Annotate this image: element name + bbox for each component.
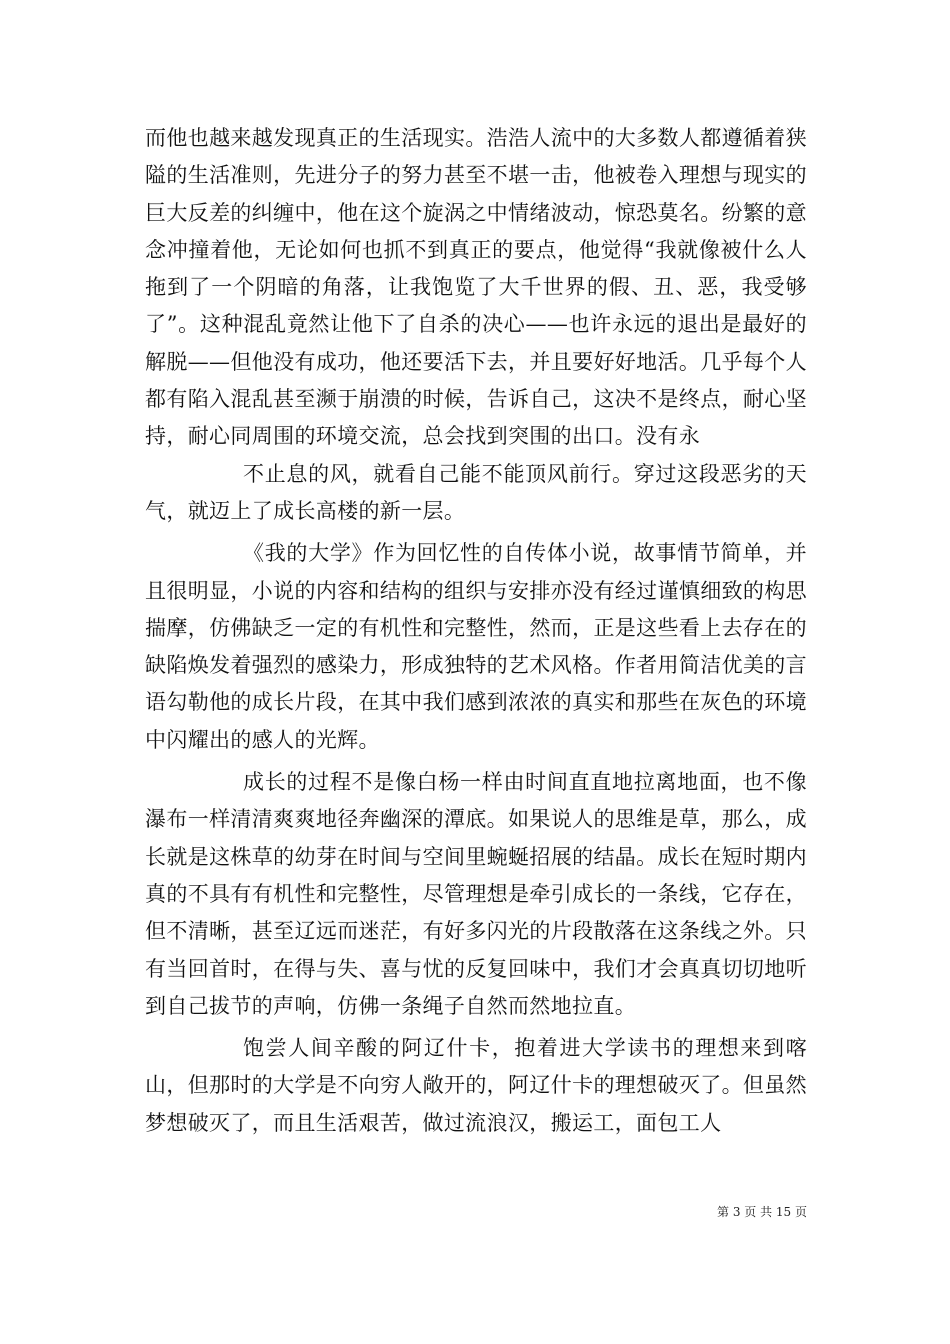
paragraph-5: 饱尝人间辛酸的阿辽什卡，抱着进大学读书的理想来到喀山，但那时的大学是不向穷人敞开的，阿辽什卡的理想破灭了。但虽然梦想破灭了，而且生活艰苦，做过流浪汉，搬运工，面包工人 [145,1036,807,1135]
page-number-footer: 第 3 页 共 15 页 [717,1205,807,1219]
paragraph-2: 不止息的风，就看自己能不能顶风前行。穿过这段恶劣的天气，就迈上了成长高楼的新一层。 [145,461,807,523]
body-text [145,120,807,1142]
paragraph-1: 而他也越来越发现真正的生活现实。浩浩人流中的大多数人都遵循着狭隘的生活准则，先进分子的努力甚至不堪一击，他被卷入理想与现实的巨大反差的纠缠中，他在这个旋涡之中情绪波动，惊恐莫名。纷繁的意念冲撞着他，无论如何也抓不到真正的要点，他觉得“我就像被什么人拖到了一个阴暗的角落，让我饱览了大千世界的假、丑、恶，我受够了”。这种混乱竟然让他下了自杀的决心——也许永远的退出是最好的解脱——但他没有成功，他还要活下去，并且要好好地活。几乎每个人都有陷入混乱甚至濒于崩溃的时候，告诉自己，这决不是终点，耐心坚持，耐心同周围的环境交流，总会找到突围的出口。没有永 [145,126,807,449]
paragraph-3: 《我的大学》作为回忆性的自传体小说，故事情节简单，并且很明显，小说的内容和结构的组织与安排亦没有经过谨慎细致的构思揣摩，仿佛缺乏一定的有机性和完整性，然而，正是这些看上去存在的缺陷焕发着强烈的感染力，形成独特的艺术风格。作者用简洁优美的言语勾勒他的成长片段，在其中我们感到浓浓的真实和那些在灰色的环境中闪耀出的感人的光辉。 [145,541,807,752]
paragraph-4: 成长的过程不是像白杨一样由时间直直地拉离地面，也不像瀑布一样清清爽爽地径奔幽深的潭底。如果说人的思维是草，那么，成长就是这株草的幼芽在时间与空间里蜿蜒招展的结晶。成长在短时期内真的不具有有机性和完整性，尽管理想是牵引成长的一条线，它存在，但不清晰，甚至辽远而迷茫，有好多闪光的片段散落在这条线之外。只有当回首时，在得与失、喜与忧的反复回味中，我们才会真真切切地听到自己拔节的声响，仿佛一条绳子自然而然地拉直。 [145,770,807,1018]
